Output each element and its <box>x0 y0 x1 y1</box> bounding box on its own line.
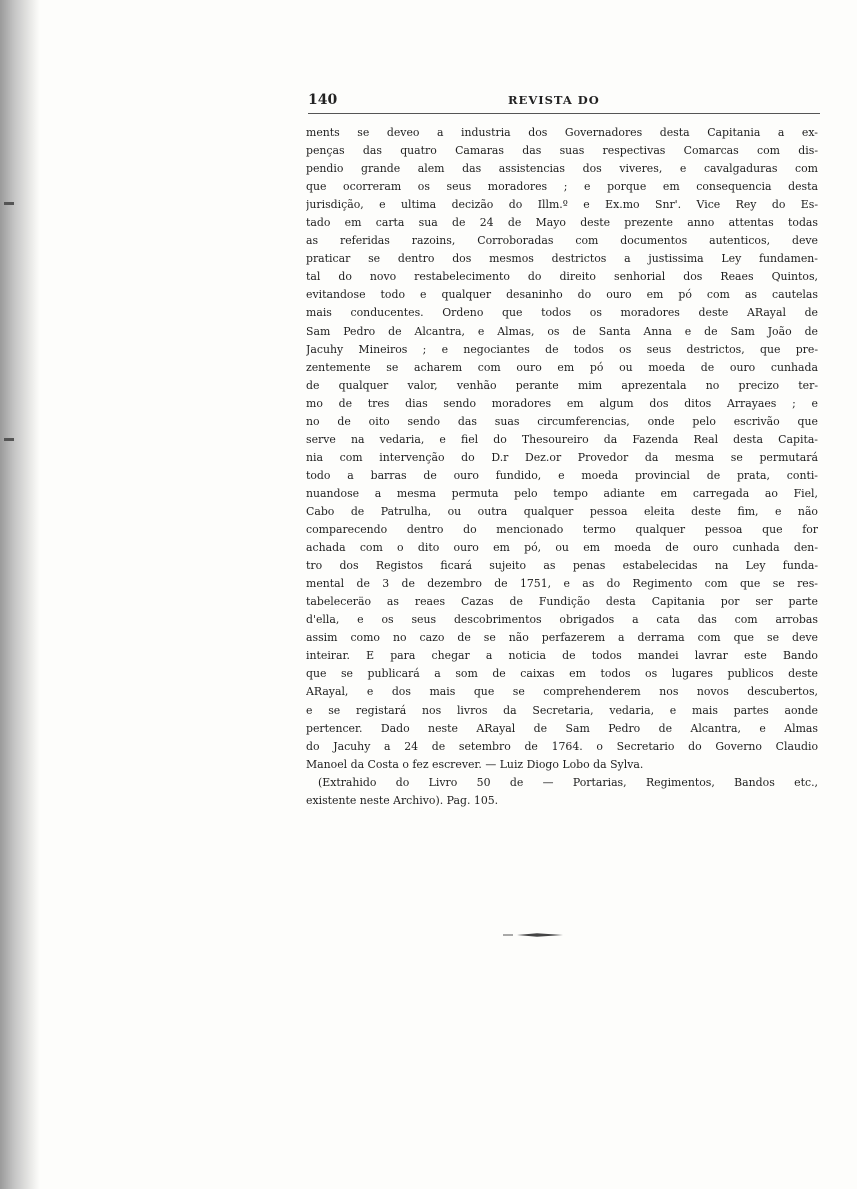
text-line: pendio grande alem das assistencias dos viveres, e cavalgaduras com <box>306 162 818 176</box>
text-line: comparecendo dentro do mencionado termo qualquer pessoa que for <box>306 523 818 537</box>
text-line: mo de tres dias sendo moradores em algum dos ditos Arrayaes ; e <box>306 396 818 410</box>
text-line: no de oito sendo das suas circumferencias, onde pelo escrivão que <box>306 414 818 428</box>
text-line: Sam Pedro de Alcantra, e Almas, os de Santa Anna e de Sam João de <box>306 324 818 338</box>
scan-margin-mark <box>4 202 14 205</box>
text-line: Cabo de Patrulha, ou outra qualquer pessoa eleita deste fim, e não <box>306 504 818 518</box>
text-line: penças das quatro Camaras das suas respectivas Comarcas com dis- <box>306 144 818 158</box>
header-rule <box>308 113 820 114</box>
running-title: REVISTA DO <box>508 93 600 107</box>
text-line: mais conducentes. Ordeno que todos os moradores deste ARayal de <box>306 306 818 320</box>
text-line: achada com o dito ouro em pó, ou em moeda de ouro cunhada den- <box>306 541 818 555</box>
text-line: de qualquer valor, venhão perante mim aprezentala no precizo ter- <box>306 378 818 392</box>
text-line: tro dos Registos ficará sujeito as penas estabelecidas na Ley funda- <box>306 559 818 573</box>
text-line: Manoel da Costa o fez escrever. — Luiz Diogo Lobo da Sylva. <box>306 757 644 771</box>
page-header <box>308 92 820 112</box>
text-line: praticar se dentro dos mesmos destrictos a justissima Ley fundamen- <box>306 252 818 266</box>
text-line: nia com intervenção do D.r Dez.or Provedor da mesma se permutará <box>306 450 818 464</box>
text-line: que se publicará a som de caixas em todos os lugares publicos deste <box>306 667 818 681</box>
text-line: e se registará nos livros da Secretaria, vedaria, e mais partes aonde <box>306 703 818 717</box>
text-line: assim como no cazo de se não perfazerem a derrama com que se deve <box>306 631 818 645</box>
end-ornament-icon <box>503 932 567 938</box>
text-line: d'ella, e os seus descobrimentos obrigados a cata das com arrobas <box>306 613 818 627</box>
text-line: que ocorreram os seus moradores ; e porque em consequencia desta <box>306 180 818 194</box>
source-note-line: (Extrahido do Livro 50 de — Portarias, Regimentos, Bandos etc., <box>318 775 818 789</box>
text-line: inteirar. E para chegar a noticia de todos mandei lavrar este Bando <box>306 649 818 663</box>
text-line: as referidas razoins, Corroboradas com documentos autenticos, deve <box>306 234 818 248</box>
text-line: do Jacuhy a 24 de setembro de 1764. o Secretario do Governo Claudio <box>306 739 818 753</box>
text-line: nuandose a mesma permuta pelo tempo adiante em carregada ao Fiel, <box>306 486 818 500</box>
text-line: zentemente se acharem com ouro em pó ou moeda de ouro cunhada <box>306 360 818 374</box>
scan-margin-mark <box>4 438 14 441</box>
text-line: pertencer. Dado neste ARayal de Sam Pedro de Alcantra, e Almas <box>306 721 818 735</box>
text-line: todo a barras de ouro fundido, e moeda provincial de prata, conti- <box>306 468 818 482</box>
text-line: tabeleceräo as reaes Cazas de Fundição desta Capitania por ser parte <box>306 595 818 609</box>
page-number: 140 <box>308 92 338 108</box>
text-line: serve na vedaria, e fiel do Thesoureiro da Fazenda Real desta Capita- <box>306 432 818 446</box>
text-line: ments se deveo a industria dos Governadores desta Capitania a ex- <box>306 126 818 139</box>
source-note-line: existente neste Archivo). Pag. 105. <box>306 793 499 807</box>
text-line: jurisdição, e ultima decizão do Illm.º e Ex.mo Snr'. Vice Rey do Es- <box>306 198 818 212</box>
text-line: mental de 3 de dezembro de 1751, e as do Regimento com que se res- <box>306 577 818 591</box>
text-line: tal do novo restabelecimento do direito senhorial dos Reaes Quintos, <box>306 270 818 284</box>
text-line: evitandose todo e qualquer desaninho do ouro em pó com as cautelas <box>306 288 818 302</box>
body-text <box>306 124 818 810</box>
scan-edge-shadow <box>0 0 40 1189</box>
text-line: ARayal, e dos mais que se comprehenderem nos novos descubertos, <box>306 685 818 699</box>
text-line: tado em carta sua de 24 de Mayo deste prezente anno attentas todas <box>306 216 818 230</box>
text-line: Jacuhy Mineiros ; e negociantes de todos os seus destrictos, que pre- <box>306 342 818 356</box>
